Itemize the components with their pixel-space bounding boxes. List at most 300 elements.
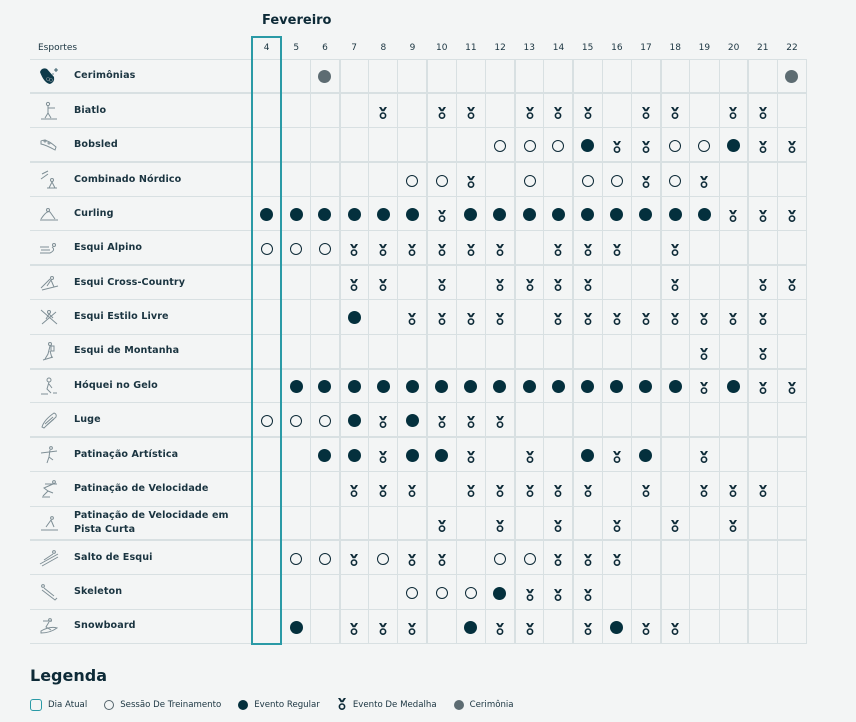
regular-event-marker[interactable] bbox=[610, 621, 623, 634]
medal-event-icon[interactable] bbox=[670, 518, 680, 531]
day-cell-15[interactable] bbox=[573, 300, 602, 334]
day-cell-15[interactable] bbox=[573, 231, 602, 265]
regular-event-marker[interactable] bbox=[318, 208, 331, 221]
training-session-marker[interactable] bbox=[669, 140, 681, 152]
medal-event-icon[interactable] bbox=[641, 311, 651, 324]
day-cell-11[interactable] bbox=[456, 231, 485, 265]
day-cell-13[interactable] bbox=[515, 197, 544, 231]
day-cell-13[interactable] bbox=[515, 540, 544, 574]
day-cell-20[interactable] bbox=[719, 93, 748, 127]
day-cell-18[interactable] bbox=[661, 93, 690, 127]
day-cell-10[interactable] bbox=[427, 197, 456, 231]
medal-event-icon[interactable] bbox=[466, 311, 476, 324]
regular-event-marker[interactable] bbox=[464, 621, 477, 634]
sport-link[interactable] bbox=[30, 231, 251, 264]
day-cell-11[interactable] bbox=[456, 609, 485, 643]
medal-event-icon[interactable] bbox=[378, 277, 388, 290]
day-cell-12[interactable] bbox=[486, 575, 515, 609]
day-cell-10[interactable] bbox=[427, 300, 456, 334]
day-cell-12[interactable] bbox=[486, 369, 515, 403]
medal-event-icon[interactable] bbox=[525, 587, 535, 600]
training-session-marker[interactable] bbox=[436, 175, 448, 187]
regular-event-marker[interactable] bbox=[377, 380, 390, 393]
training-session-marker[interactable] bbox=[319, 243, 331, 255]
day-cell-19[interactable] bbox=[690, 197, 719, 231]
medal-event-icon[interactable] bbox=[407, 552, 417, 565]
day-cell-10[interactable] bbox=[427, 403, 456, 437]
training-session-marker[interactable] bbox=[698, 140, 710, 152]
day-cell-16[interactable] bbox=[602, 369, 631, 403]
sport-link[interactable] bbox=[30, 94, 251, 127]
day-cell-18[interactable] bbox=[661, 197, 690, 231]
day-cell-17[interactable] bbox=[631, 93, 660, 127]
medal-event-icon[interactable] bbox=[699, 346, 709, 359]
regular-event-marker[interactable] bbox=[406, 380, 419, 393]
medal-event-icon[interactable] bbox=[641, 105, 651, 118]
day-cell-14[interactable] bbox=[544, 575, 573, 609]
day-cell-6[interactable] bbox=[310, 437, 339, 471]
medal-event-icon[interactable] bbox=[612, 139, 622, 152]
medal-event-icon[interactable] bbox=[553, 277, 563, 290]
day-cell-9[interactable] bbox=[398, 540, 427, 574]
day-cell-7[interactable] bbox=[340, 609, 369, 643]
day-cell-19[interactable] bbox=[690, 334, 719, 368]
regular-event-marker[interactable] bbox=[493, 380, 506, 393]
day-cell-13[interactable] bbox=[515, 437, 544, 471]
day-cell-14[interactable] bbox=[544, 265, 573, 299]
day-cell-10[interactable] bbox=[427, 265, 456, 299]
day-cell-20[interactable] bbox=[719, 197, 748, 231]
day-cell-15[interactable] bbox=[573, 197, 602, 231]
day-cell-15[interactable] bbox=[573, 609, 602, 643]
medal-event-icon[interactable] bbox=[758, 380, 768, 393]
medal-event-icon[interactable] bbox=[699, 449, 709, 462]
medal-event-icon[interactable] bbox=[728, 311, 738, 324]
medal-event-icon[interactable] bbox=[407, 311, 417, 324]
medal-event-icon[interactable] bbox=[525, 621, 535, 634]
regular-event-marker[interactable] bbox=[435, 449, 448, 462]
medal-event-icon[interactable] bbox=[758, 483, 768, 496]
day-cell-13[interactable] bbox=[515, 162, 544, 196]
day-cell-8[interactable] bbox=[369, 540, 398, 574]
day-cell-11[interactable] bbox=[456, 369, 485, 403]
medal-event-icon[interactable] bbox=[466, 105, 476, 118]
day-cell-7[interactable] bbox=[340, 300, 369, 334]
day-cell-12[interactable] bbox=[486, 472, 515, 506]
sport-link[interactable] bbox=[30, 300, 251, 333]
medal-event-icon[interactable] bbox=[407, 483, 417, 496]
ceremony-marker[interactable] bbox=[785, 70, 798, 83]
day-cell-19[interactable] bbox=[690, 437, 719, 471]
sport-link[interactable] bbox=[30, 335, 251, 368]
day-cell-14[interactable] bbox=[544, 472, 573, 506]
sport-link[interactable] bbox=[30, 163, 251, 196]
day-cell-10[interactable] bbox=[427, 437, 456, 471]
day-cell-22[interactable] bbox=[777, 369, 806, 403]
sport-link[interactable] bbox=[30, 472, 251, 505]
training-session-marker[interactable] bbox=[436, 587, 448, 599]
day-cell-12[interactable] bbox=[486, 300, 515, 334]
sport-link[interactable] bbox=[30, 438, 251, 471]
medal-event-icon[interactable] bbox=[699, 174, 709, 187]
medal-event-icon[interactable] bbox=[612, 518, 622, 531]
regular-event-marker[interactable] bbox=[669, 208, 682, 221]
medal-event-icon[interactable] bbox=[349, 483, 359, 496]
regular-event-marker[interactable] bbox=[435, 380, 448, 393]
day-cell-13[interactable] bbox=[515, 265, 544, 299]
day-cell-9[interactable] bbox=[398, 437, 427, 471]
sport-link[interactable] bbox=[30, 507, 251, 540]
day-cell-11[interactable] bbox=[456, 472, 485, 506]
medal-event-icon[interactable] bbox=[495, 277, 505, 290]
day-cell-19[interactable] bbox=[690, 472, 719, 506]
sport-link[interactable] bbox=[30, 266, 251, 299]
sport-link[interactable] bbox=[30, 197, 251, 230]
medal-event-icon[interactable] bbox=[495, 483, 505, 496]
sport-link[interactable] bbox=[30, 575, 251, 608]
day-cell-14[interactable] bbox=[544, 540, 573, 574]
day-cell-21[interactable] bbox=[748, 334, 777, 368]
medal-event-icon[interactable] bbox=[437, 277, 447, 290]
day-cell-14[interactable] bbox=[544, 506, 573, 540]
day-cell-18[interactable] bbox=[661, 369, 690, 403]
day-cell-19[interactable] bbox=[690, 162, 719, 196]
medal-event-icon[interactable] bbox=[437, 518, 447, 531]
medal-event-icon[interactable] bbox=[466, 449, 476, 462]
day-cell-18[interactable] bbox=[661, 265, 690, 299]
medal-event-icon[interactable] bbox=[583, 277, 593, 290]
day-cell-11[interactable] bbox=[456, 93, 485, 127]
day-cell-18[interactable] bbox=[661, 300, 690, 334]
medal-event-icon[interactable] bbox=[583, 587, 593, 600]
day-cell-5[interactable] bbox=[281, 403, 310, 437]
day-cell-15[interactable] bbox=[573, 128, 602, 162]
day-cell-12[interactable] bbox=[486, 506, 515, 540]
day-cell-10[interactable] bbox=[427, 162, 456, 196]
day-cell-17[interactable] bbox=[631, 300, 660, 334]
medal-event-icon[interactable] bbox=[641, 174, 651, 187]
day-cell-9[interactable] bbox=[398, 472, 427, 506]
training-session-marker[interactable] bbox=[290, 415, 302, 427]
day-cell-15[interactable] bbox=[573, 540, 602, 574]
training-session-marker[interactable] bbox=[669, 175, 681, 187]
day-cell-13[interactable] bbox=[515, 575, 544, 609]
day-cell-15[interactable] bbox=[573, 162, 602, 196]
day-cell-6[interactable] bbox=[310, 369, 339, 403]
training-session-marker[interactable] bbox=[406, 587, 418, 599]
day-cell-7[interactable] bbox=[340, 369, 369, 403]
day-cell-8[interactable] bbox=[369, 197, 398, 231]
medal-event-icon[interactable] bbox=[378, 242, 388, 255]
day-cell-21[interactable] bbox=[748, 93, 777, 127]
day-cell-15[interactable] bbox=[573, 575, 602, 609]
day-cell-15[interactable] bbox=[573, 93, 602, 127]
day-cell-8[interactable] bbox=[369, 369, 398, 403]
training-session-marker[interactable] bbox=[290, 553, 302, 565]
day-cell-15[interactable] bbox=[573, 437, 602, 471]
day-cell-17[interactable] bbox=[631, 369, 660, 403]
day-cell-16[interactable] bbox=[602, 437, 631, 471]
training-session-marker[interactable] bbox=[494, 140, 506, 152]
day-cell-20[interactable] bbox=[719, 369, 748, 403]
regular-event-marker[interactable] bbox=[669, 380, 682, 393]
regular-event-marker[interactable] bbox=[464, 208, 477, 221]
day-cell-20[interactable] bbox=[719, 506, 748, 540]
day-cell-18[interactable] bbox=[661, 128, 690, 162]
medal-event-icon[interactable] bbox=[670, 105, 680, 118]
training-session-marker[interactable] bbox=[319, 553, 331, 565]
day-cell-15[interactable] bbox=[573, 265, 602, 299]
training-session-marker[interactable] bbox=[261, 243, 273, 255]
regular-event-marker[interactable] bbox=[406, 208, 419, 221]
day-cell-8[interactable] bbox=[369, 231, 398, 265]
day-cell-5[interactable] bbox=[281, 609, 310, 643]
medal-event-icon[interactable] bbox=[553, 483, 563, 496]
day-cell-14[interactable] bbox=[544, 128, 573, 162]
training-session-marker[interactable] bbox=[524, 553, 536, 565]
day-cell-4[interactable] bbox=[252, 231, 281, 265]
day-cell-12[interactable] bbox=[486, 265, 515, 299]
sport-link[interactable] bbox=[30, 610, 251, 643]
day-cell-18[interactable] bbox=[661, 231, 690, 265]
regular-event-marker[interactable] bbox=[318, 449, 331, 462]
medal-event-icon[interactable] bbox=[349, 621, 359, 634]
day-cell-22[interactable] bbox=[777, 59, 806, 93]
training-session-marker[interactable] bbox=[552, 140, 564, 152]
regular-event-marker[interactable] bbox=[581, 449, 594, 462]
day-cell-21[interactable] bbox=[748, 197, 777, 231]
regular-event-marker[interactable] bbox=[493, 208, 506, 221]
medal-event-icon[interactable] bbox=[495, 414, 505, 427]
day-cell-17[interactable] bbox=[631, 437, 660, 471]
regular-event-marker[interactable] bbox=[523, 208, 536, 221]
medal-event-icon[interactable] bbox=[553, 311, 563, 324]
day-cell-11[interactable] bbox=[456, 197, 485, 231]
medal-event-icon[interactable] bbox=[466, 414, 476, 427]
day-cell-18[interactable] bbox=[661, 609, 690, 643]
medal-event-icon[interactable] bbox=[612, 311, 622, 324]
day-cell-10[interactable] bbox=[427, 369, 456, 403]
day-cell-9[interactable] bbox=[398, 403, 427, 437]
day-cell-16[interactable] bbox=[602, 300, 631, 334]
day-cell-6[interactable] bbox=[310, 540, 339, 574]
day-cell-9[interactable] bbox=[398, 575, 427, 609]
day-cell-21[interactable] bbox=[748, 369, 777, 403]
day-cell-13[interactable] bbox=[515, 128, 544, 162]
medal-event-icon[interactable] bbox=[758, 311, 768, 324]
day-cell-8[interactable] bbox=[369, 472, 398, 506]
day-cell-16[interactable] bbox=[602, 162, 631, 196]
ceremony-marker[interactable] bbox=[318, 70, 331, 83]
day-cell-7[interactable] bbox=[340, 540, 369, 574]
training-session-marker[interactable] bbox=[582, 175, 594, 187]
regular-event-marker[interactable] bbox=[348, 449, 361, 462]
medal-event-icon[interactable] bbox=[525, 277, 535, 290]
day-cell-4[interactable] bbox=[252, 197, 281, 231]
medal-event-icon[interactable] bbox=[670, 621, 680, 634]
medal-event-icon[interactable] bbox=[728, 105, 738, 118]
medal-event-icon[interactable] bbox=[670, 242, 680, 255]
regular-event-marker[interactable] bbox=[639, 380, 652, 393]
day-cell-17[interactable] bbox=[631, 128, 660, 162]
medal-event-icon[interactable] bbox=[553, 587, 563, 600]
day-cell-21[interactable] bbox=[748, 472, 777, 506]
medal-event-icon[interactable] bbox=[670, 311, 680, 324]
day-cell-9[interactable] bbox=[398, 369, 427, 403]
training-session-marker[interactable] bbox=[611, 175, 623, 187]
medal-event-icon[interactable] bbox=[758, 346, 768, 359]
medal-event-icon[interactable] bbox=[670, 277, 680, 290]
medal-event-icon[interactable] bbox=[612, 449, 622, 462]
medal-event-icon[interactable] bbox=[466, 174, 476, 187]
medal-event-icon[interactable] bbox=[437, 242, 447, 255]
day-cell-8[interactable] bbox=[369, 437, 398, 471]
day-cell-5[interactable] bbox=[281, 231, 310, 265]
day-cell-7[interactable] bbox=[340, 231, 369, 265]
day-cell-17[interactable] bbox=[631, 162, 660, 196]
day-cell-7[interactable] bbox=[340, 265, 369, 299]
day-cell-4[interactable] bbox=[252, 403, 281, 437]
medal-event-icon[interactable] bbox=[728, 518, 738, 531]
day-cell-6[interactable] bbox=[310, 403, 339, 437]
day-cell-8[interactable] bbox=[369, 403, 398, 437]
day-cell-22[interactable] bbox=[777, 197, 806, 231]
regular-event-marker[interactable] bbox=[639, 449, 652, 462]
medal-event-icon[interactable] bbox=[495, 621, 505, 634]
day-cell-18[interactable] bbox=[661, 506, 690, 540]
medal-event-icon[interactable] bbox=[378, 449, 388, 462]
sport-link[interactable] bbox=[30, 128, 251, 161]
regular-event-marker[interactable] bbox=[260, 208, 273, 221]
day-cell-12[interactable] bbox=[486, 231, 515, 265]
medal-event-icon[interactable] bbox=[758, 139, 768, 152]
medal-event-icon[interactable] bbox=[378, 483, 388, 496]
day-cell-16[interactable] bbox=[602, 506, 631, 540]
day-cell-11[interactable] bbox=[456, 575, 485, 609]
medal-event-icon[interactable] bbox=[407, 621, 417, 634]
medal-event-icon[interactable] bbox=[728, 483, 738, 496]
regular-event-marker[interactable] bbox=[639, 208, 652, 221]
regular-event-marker[interactable] bbox=[552, 380, 565, 393]
training-session-marker[interactable] bbox=[524, 140, 536, 152]
regular-event-marker[interactable] bbox=[581, 380, 594, 393]
day-cell-17[interactable] bbox=[631, 197, 660, 231]
medal-event-icon[interactable] bbox=[495, 242, 505, 255]
medal-event-icon[interactable] bbox=[758, 105, 768, 118]
day-cell-10[interactable] bbox=[427, 231, 456, 265]
day-cell-7[interactable] bbox=[340, 437, 369, 471]
medal-event-icon[interactable] bbox=[553, 105, 563, 118]
day-cell-18[interactable] bbox=[661, 162, 690, 196]
medal-event-icon[interactable] bbox=[699, 380, 709, 393]
sport-link[interactable] bbox=[30, 60, 251, 93]
regular-event-marker[interactable] bbox=[348, 414, 361, 427]
training-session-marker[interactable] bbox=[524, 175, 536, 187]
medal-event-icon[interactable] bbox=[466, 483, 476, 496]
medal-event-icon[interactable] bbox=[437, 414, 447, 427]
medal-event-icon[interactable] bbox=[495, 311, 505, 324]
sport-link[interactable] bbox=[30, 370, 251, 403]
medal-event-icon[interactable] bbox=[699, 483, 709, 496]
regular-event-marker[interactable] bbox=[727, 380, 740, 393]
day-cell-11[interactable] bbox=[456, 300, 485, 334]
medal-event-icon[interactable] bbox=[437, 208, 447, 221]
medal-event-icon[interactable] bbox=[758, 277, 768, 290]
medal-event-icon[interactable] bbox=[583, 483, 593, 496]
medal-event-icon[interactable] bbox=[787, 277, 797, 290]
medal-event-icon[interactable] bbox=[787, 139, 797, 152]
day-cell-14[interactable] bbox=[544, 197, 573, 231]
medal-event-icon[interactable] bbox=[612, 242, 622, 255]
day-cell-13[interactable] bbox=[515, 609, 544, 643]
day-cell-14[interactable] bbox=[544, 231, 573, 265]
day-cell-20[interactable] bbox=[719, 300, 748, 334]
medal-event-icon[interactable] bbox=[349, 552, 359, 565]
day-cell-11[interactable] bbox=[456, 403, 485, 437]
day-cell-14[interactable] bbox=[544, 93, 573, 127]
regular-event-marker[interactable] bbox=[348, 380, 361, 393]
day-cell-9[interactable] bbox=[398, 300, 427, 334]
medal-event-icon[interactable] bbox=[787, 208, 797, 221]
regular-event-marker[interactable] bbox=[610, 380, 623, 393]
regular-event-marker[interactable] bbox=[406, 449, 419, 462]
medal-event-icon[interactable] bbox=[437, 552, 447, 565]
medal-event-icon[interactable] bbox=[378, 414, 388, 427]
regular-event-marker[interactable] bbox=[698, 208, 711, 221]
sport-link[interactable] bbox=[30, 541, 251, 574]
day-cell-9[interactable] bbox=[398, 197, 427, 231]
regular-event-marker[interactable] bbox=[348, 208, 361, 221]
day-cell-8[interactable] bbox=[369, 609, 398, 643]
training-session-marker[interactable] bbox=[261, 415, 273, 427]
day-cell-14[interactable] bbox=[544, 369, 573, 403]
medal-event-icon[interactable] bbox=[378, 621, 388, 634]
day-cell-14[interactable] bbox=[544, 300, 573, 334]
day-cell-12[interactable] bbox=[486, 403, 515, 437]
day-cell-5[interactable] bbox=[281, 369, 310, 403]
medal-event-icon[interactable] bbox=[583, 552, 593, 565]
medal-event-icon[interactable] bbox=[525, 449, 535, 462]
day-cell-10[interactable] bbox=[427, 575, 456, 609]
day-cell-20[interactable] bbox=[719, 472, 748, 506]
day-cell-12[interactable] bbox=[486, 197, 515, 231]
training-session-marker[interactable] bbox=[406, 175, 418, 187]
medal-event-icon[interactable] bbox=[553, 552, 563, 565]
training-session-marker[interactable] bbox=[319, 415, 331, 427]
training-session-marker[interactable] bbox=[494, 553, 506, 565]
medal-event-icon[interactable] bbox=[495, 518, 505, 531]
day-cell-17[interactable] bbox=[631, 609, 660, 643]
day-cell-22[interactable] bbox=[777, 265, 806, 299]
sport-link[interactable] bbox=[30, 403, 251, 436]
regular-event-marker[interactable] bbox=[290, 621, 303, 634]
day-cell-16[interactable] bbox=[602, 540, 631, 574]
training-session-marker[interactable] bbox=[465, 587, 477, 599]
medal-event-icon[interactable] bbox=[349, 242, 359, 255]
regular-event-marker[interactable] bbox=[406, 414, 419, 427]
medal-event-icon[interactable] bbox=[407, 242, 417, 255]
day-cell-20[interactable] bbox=[719, 128, 748, 162]
medal-event-icon[interactable] bbox=[525, 105, 535, 118]
day-cell-12[interactable] bbox=[486, 609, 515, 643]
day-cell-9[interactable] bbox=[398, 162, 427, 196]
medal-event-icon[interactable] bbox=[437, 311, 447, 324]
medal-event-icon[interactable] bbox=[437, 105, 447, 118]
medal-event-icon[interactable] bbox=[641, 621, 651, 634]
day-cell-16[interactable] bbox=[602, 231, 631, 265]
day-cell-22[interactable] bbox=[777, 128, 806, 162]
day-cell-12[interactable] bbox=[486, 128, 515, 162]
